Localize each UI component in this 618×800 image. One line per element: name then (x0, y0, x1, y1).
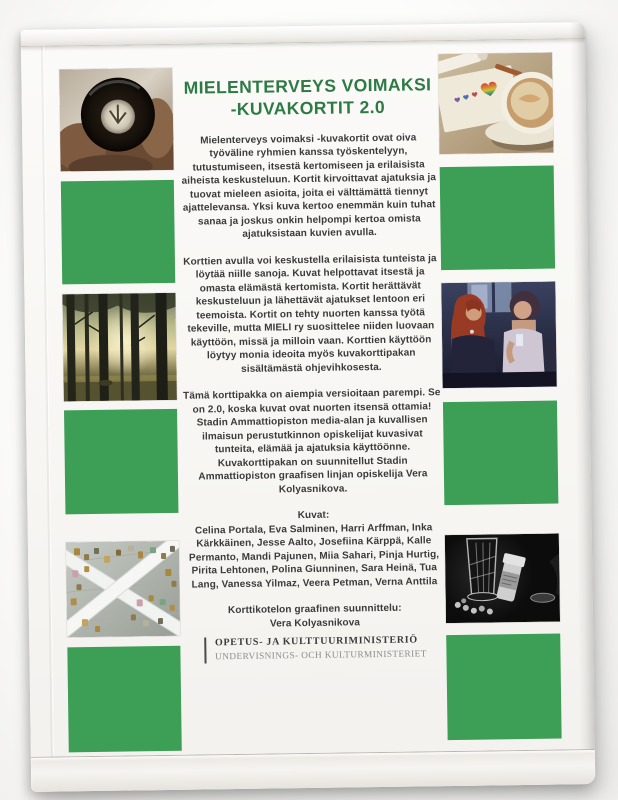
photo-glass-pills-bw (445, 534, 560, 624)
green-panel (64, 409, 178, 515)
photo-coffee-hearts-card (438, 53, 553, 155)
green-panel (67, 646, 181, 753)
design-note-paragraph: Kuvakorttipakan on suunnitellut Stadin Ammattiopiston graafisen linjan opiskelija Vera Kolyasnikova. (198, 455, 428, 496)
intro-paragraph: Mielenterveys voimaksi -kuvakortit ovat oiva työväline ryhmien kanssa työskentelyyn, tutustumiseen, itsestä kertomiseen ja erilaisista aiheista keskusteluun. Kortit kirvoittavat ajatuksia ja tuovat mieleen asioita, joita ei välttämättä tiennyt ajattelevansa. Yksi kuva kertoo enemmän kuin tuhat sanaa ja joskus onkin helpompi kertoa omista ajatuksistaan kuvien avulla. (181, 132, 437, 241)
box-bottom-lid-seam (31, 749, 595, 792)
ministry-name-fi: OPETUS- JA KULTTUURIMINISTERIÖ (214, 634, 418, 649)
box-top-lid-seam (21, 22, 585, 47)
ministry-logo (204, 635, 427, 664)
photographers-list: Celina Portala, Eva Salminen, Harri Arffman, Inka Kärkkäinen, Jesse Aalto, Josefiina Kärppä, Kalle Permanto, Mandi Pajunen, Miia Sahari, Pinja Hurtig, Pirita Lehtonen, Polina Giunninen, Sara Heinä, Tua Lang, Vanessa Yilmaz, Veera Petman, Verna Anttila (188, 522, 440, 591)
ministry-name-sv: UNDERVISNINGS- OCH KULTURMINISTERIET (215, 649, 427, 663)
design-credit-heading: Korttikotelon graafinen suunnittelu: (227, 602, 402, 617)
designer-name: Vera Kolyasnikova (269, 617, 361, 630)
photo-love-locks (66, 541, 180, 638)
green-panel (440, 166, 555, 271)
box-left-crease (41, 47, 53, 757)
usage-paragraph: Korttien avulla voi keskustella erilaisista tunteista ja löytää niille sanoja. Kuvat helpottavat itsestä ja omasta elämästä kertomista. Kortit herättävät keskusteluun ja lähettävät ajatukset lentoon eri teemoista. Kortit on tehty nuorten kanssa työtä tekeville, mutta MIELI ry suosittelee niiden luovaan käyttöön, missä ja milloin vaan. Korttien käyttöön löytyy monia ideoita myös kuvakorttipakan sisältämästä ohjevihkosesta. (183, 252, 437, 375)
photo-hand-lens-ball (59, 68, 173, 172)
product-title (178, 74, 437, 121)
card-box-back (21, 22, 596, 792)
left-image-column (59, 68, 182, 753)
green-panel (61, 180, 175, 285)
right-image-column (438, 53, 562, 741)
photo-friends-party (441, 282, 556, 389)
back-text-column (178, 74, 444, 664)
photos-credit-heading: Kuvat: (297, 509, 330, 522)
box-right-edge (570, 22, 596, 784)
photo-misty-forest (62, 293, 176, 402)
title-line-2: -KUVAKORTIT 2.0 (230, 96, 386, 119)
version-paragraph: Tämä korttipakka on aiempia versioitaan parempi. Se on 2.0, koska kuvat ovat nuorten itsensä ottamia! Stadin Ammattiopiston media-alan ja kuvallisen ilmaisun perustutkinnon opiskelijat kuvasivat tunteita, elämää ja ajatuksia käyttöönne. (183, 387, 441, 456)
green-panel (443, 401, 558, 506)
ministry-names (215, 635, 427, 664)
green-panel (446, 634, 561, 741)
title-line-1: MIELENTERVEYS VOIMAKSI (183, 74, 432, 98)
